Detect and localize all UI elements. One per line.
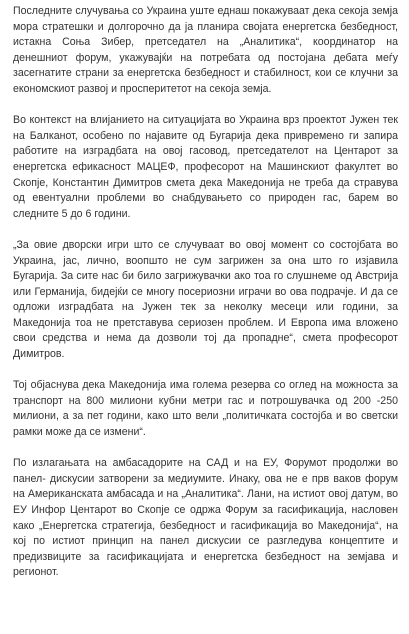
article-paragraph-1: Последните случувања со Украина уште еднаш покажуваат дека секоја земја мора стратешки и долгорочно да ја планира својата енергетска безбедност, истакна Соња Зибер, претседател на „Аналитика“, координатор на денешниот форум, укажувајќи на потребата од постојана дебата меѓу засегнатите страни за енергетска безбедност и стабилност, кои се клучни за економскиот развој и просперитетот на секоја земја. bbox=[13, 5, 398, 95]
article-paragraph-4: Тој објаснува дека Македонија има голема резерва со оглед на можноста за транспорт на 800 милиони кубни метри гас и потрошувачка од 200 -250 милиони, а за пет години, како што вели „политичката состојба и во светски рамки може да се измени“. bbox=[13, 379, 398, 439]
article-paragraph-5: По излагањата на амбасадорите на САД и на ЕУ, Форумот продолжи во панел- дискусии затворени за медиумите. Инаку, ова не е прв ваков форум на Американската амбасада и на „Аналитика“. Лани, на истиот овој датум, во ЕУ Инфор Центарот во Скопје се одржа Форум за гасификација, насловен како „Енергетска стратегија, безбедност и гасификација во Македонија“, на кој по истиот принцип на панел дискусии се разгледува концептите и предизвиците за гасификацијата и енергетска безбедност на земјава и регионот. bbox=[13, 457, 398, 579]
article-body bbox=[13, 4, 398, 581]
article-paragraph-3: „За овие дворски игри што се случуваат во овој момент со состојбата во Украина, јас, лично, воопшто не сум загрижен за она што го изјавила Бугарија. За сите нас би било загрижувачки ако тоа го слушнеме од Австрија или Германија, бидејќи се многу посериозни играчи во ова подрачје. И да се одложи изградбата на Јужен тек за неколку месеци или години, за Македонија тоа не претставува сериозен проблем. И Европа има вложено свои средства и нема да дозволи тој да пропадне“, смета професорот Димитров. bbox=[13, 238, 398, 361]
article-paragraph-2: Во контекст на влијанието на ситуацијата во Украина врз проектот Јужен тек на Балканот, особено по најавите од Бугарија дека привремено ги запира работите на изградбата на овој гасовод, претседателот на Центарот за енергетска ефикасност МАЦЕФ, професорот на Машинскиот факултет во Скопје, Константин Димитров смета дека Македонија не треба да стравува од евентуални проблеми во снабдувањето со природен гас, барем во следните 5 до 6 години. bbox=[13, 114, 398, 220]
